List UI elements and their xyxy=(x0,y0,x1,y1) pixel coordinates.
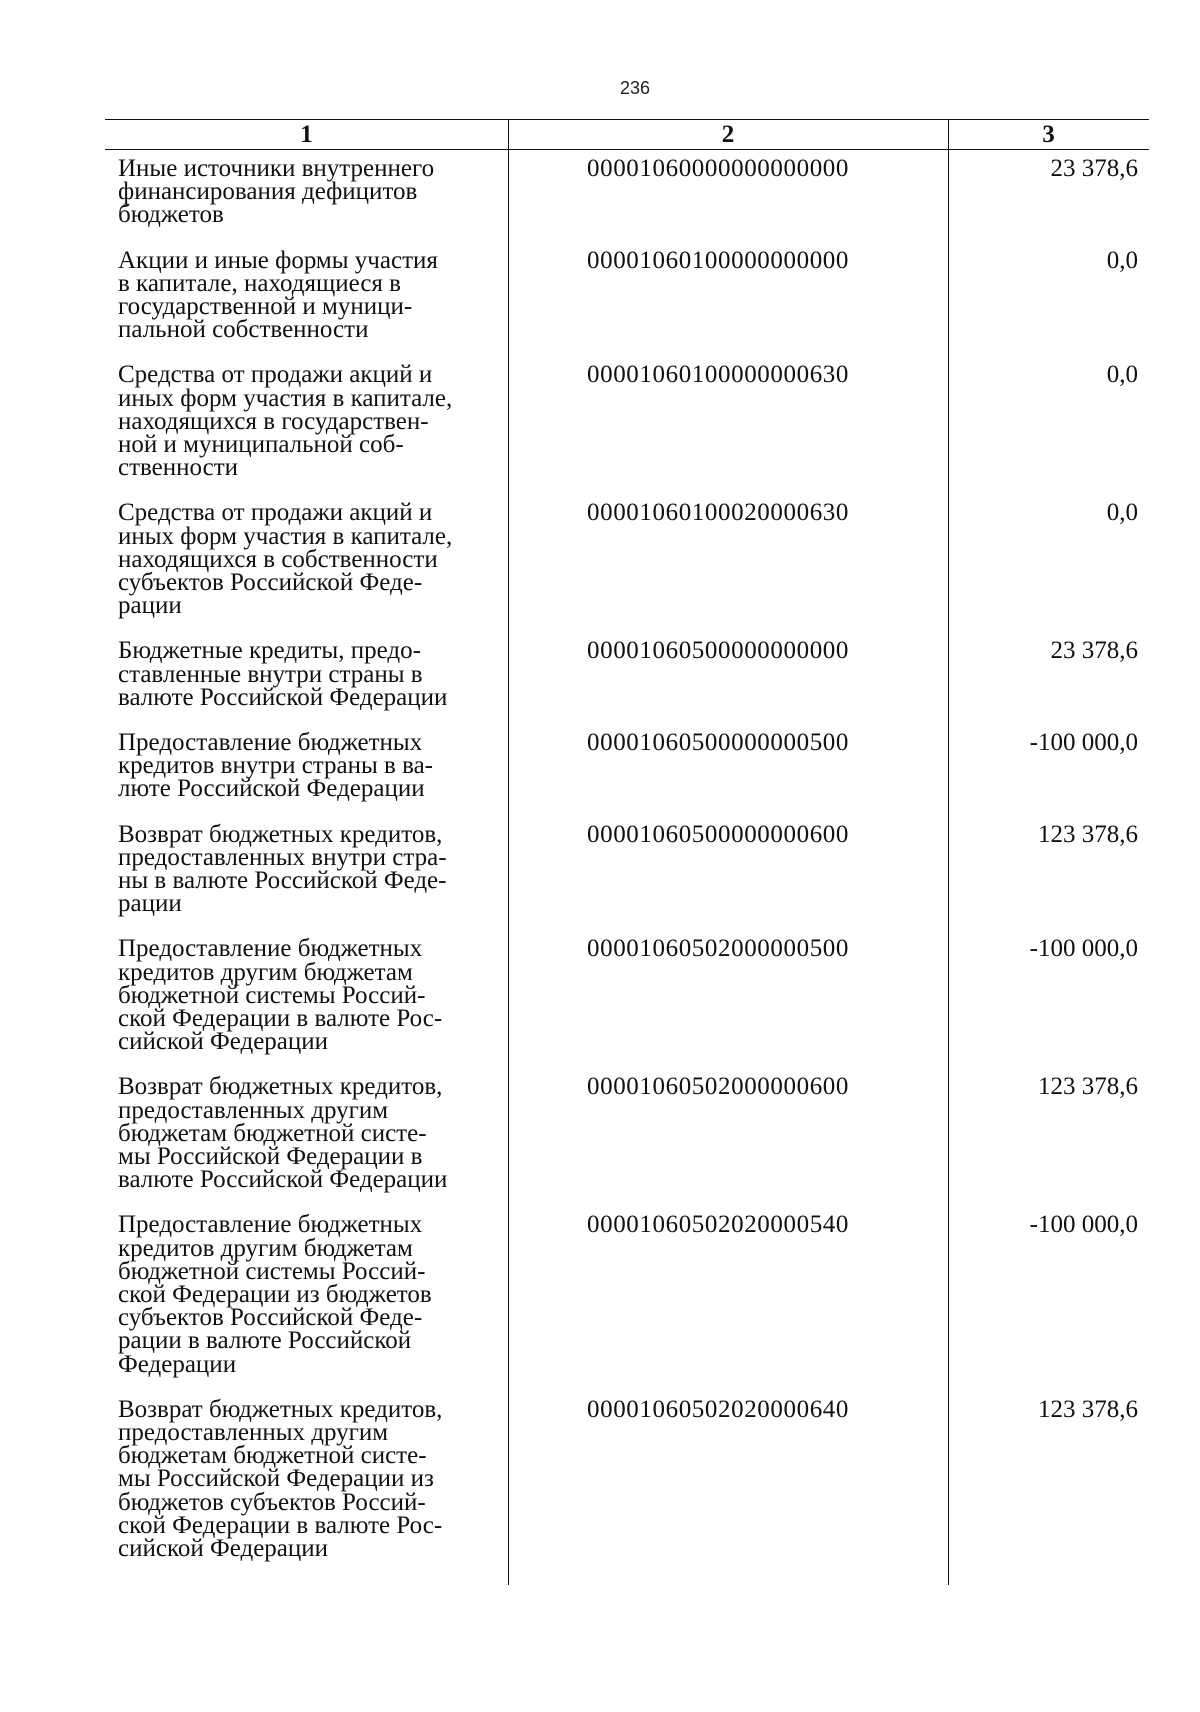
row-value: 123 378,6 xyxy=(1038,820,1138,848)
row-name: Возврат бюджетных кредитов, предоставленных внутри стра- ны в валюте Российской Феде- рации xyxy=(118,820,447,918)
row-code: 00001060100000000000 xyxy=(587,246,849,274)
table-row xyxy=(105,820,1149,918)
row-code: 00001060502020000540 xyxy=(587,1211,849,1239)
row-value: 123 378,6 xyxy=(1038,1395,1138,1423)
row-name: Предоставление бюджетных кредитов внутри страны в ва- люте Российской Федерации xyxy=(118,729,434,803)
row-code: 00001060500000000600 xyxy=(587,820,849,848)
column-header-2: 2 xyxy=(721,120,735,148)
row-name: Возврат бюджетных кредитов, предоставленных другим бюджетам бюджетной систе- мы Российской Федерации в валюте Российской Федерации xyxy=(118,1073,448,1194)
row-code: 00001060500000000500 xyxy=(587,729,849,756)
table-header-border xyxy=(105,149,1149,150)
row-code: 00001060000000000000 xyxy=(587,155,849,182)
table-row xyxy=(105,731,1149,801)
row-value: 0,0 xyxy=(1106,361,1138,389)
table-row xyxy=(105,1073,1149,1194)
row-code: 00001060502000000600 xyxy=(587,1073,849,1101)
row-value: 123 378,6 xyxy=(1038,1073,1138,1101)
row-code: 00001060500000000000 xyxy=(587,637,849,665)
row-name: Возврат бюджетных кредитов, предоставленных другим бюджетам бюджетной систе- мы Российской Федерации из бюджетов субъектов Россий- ской Федерации в валюте Рос- сийской Федерации xyxy=(118,1395,443,1563)
table-row xyxy=(105,935,1149,1056)
row-name: Акции и иные формы участия в капитале, находящиеся в государственной и муници- пальной собственности xyxy=(118,246,438,344)
row-value: -100 000,0 xyxy=(1029,935,1138,963)
row-code: 00001060100020000630 xyxy=(587,499,849,527)
column-header-3: 3 xyxy=(1042,120,1055,148)
table-row xyxy=(105,361,1149,482)
row-value: -100 000,0 xyxy=(1029,729,1138,756)
column-header-1: 1 xyxy=(300,120,313,148)
page-number: 236 xyxy=(619,78,651,98)
table-row xyxy=(105,157,1149,227)
row-name: Средства от продажи акций и иных форм участия в капитале, находящихся в собственности субъектов Российской Феде- рации xyxy=(118,499,453,620)
row-name: Средства от продажи акций и иных форм участия в капитале, находящихся в государствен- ной и муниципальной соб- ственности xyxy=(118,361,453,482)
row-code: 00001060100000000630 xyxy=(587,361,849,389)
row-code: 00001060502000000500 xyxy=(587,935,849,963)
table-row xyxy=(105,639,1149,709)
row-name: Предоставление бюджетных кредитов другим бюджетам бюджетной системы Россий- ской Федерации в валюте Рос- сийской Федерации xyxy=(118,935,443,1056)
row-value: -100 000,0 xyxy=(1029,1211,1138,1239)
row-name: Бюджетные кредиты, предо- ставленные внутри страны в валюте Российской Федерации xyxy=(118,637,448,711)
row-value: 23 378,6 xyxy=(1050,155,1138,182)
row-value: 23 378,6 xyxy=(1050,637,1138,665)
table-row xyxy=(105,246,1149,344)
table-row xyxy=(105,1395,1149,1563)
table-row xyxy=(105,1211,1149,1378)
row-name: Предоставление бюджетных кредитов другим бюджетам бюджетной системы Россий- ской Федерации из бюджетов субъектов Российской Феде- рации в валюте Российской Федерации xyxy=(118,1211,432,1378)
row-code: 00001060502020000640 xyxy=(587,1395,849,1423)
row-value: 0,0 xyxy=(1106,246,1138,274)
row-value: 0,0 xyxy=(1106,499,1138,527)
row-name: Иные источники внутреннего финансирования дефицитов бюджетов xyxy=(118,155,435,229)
table-row xyxy=(105,499,1149,620)
